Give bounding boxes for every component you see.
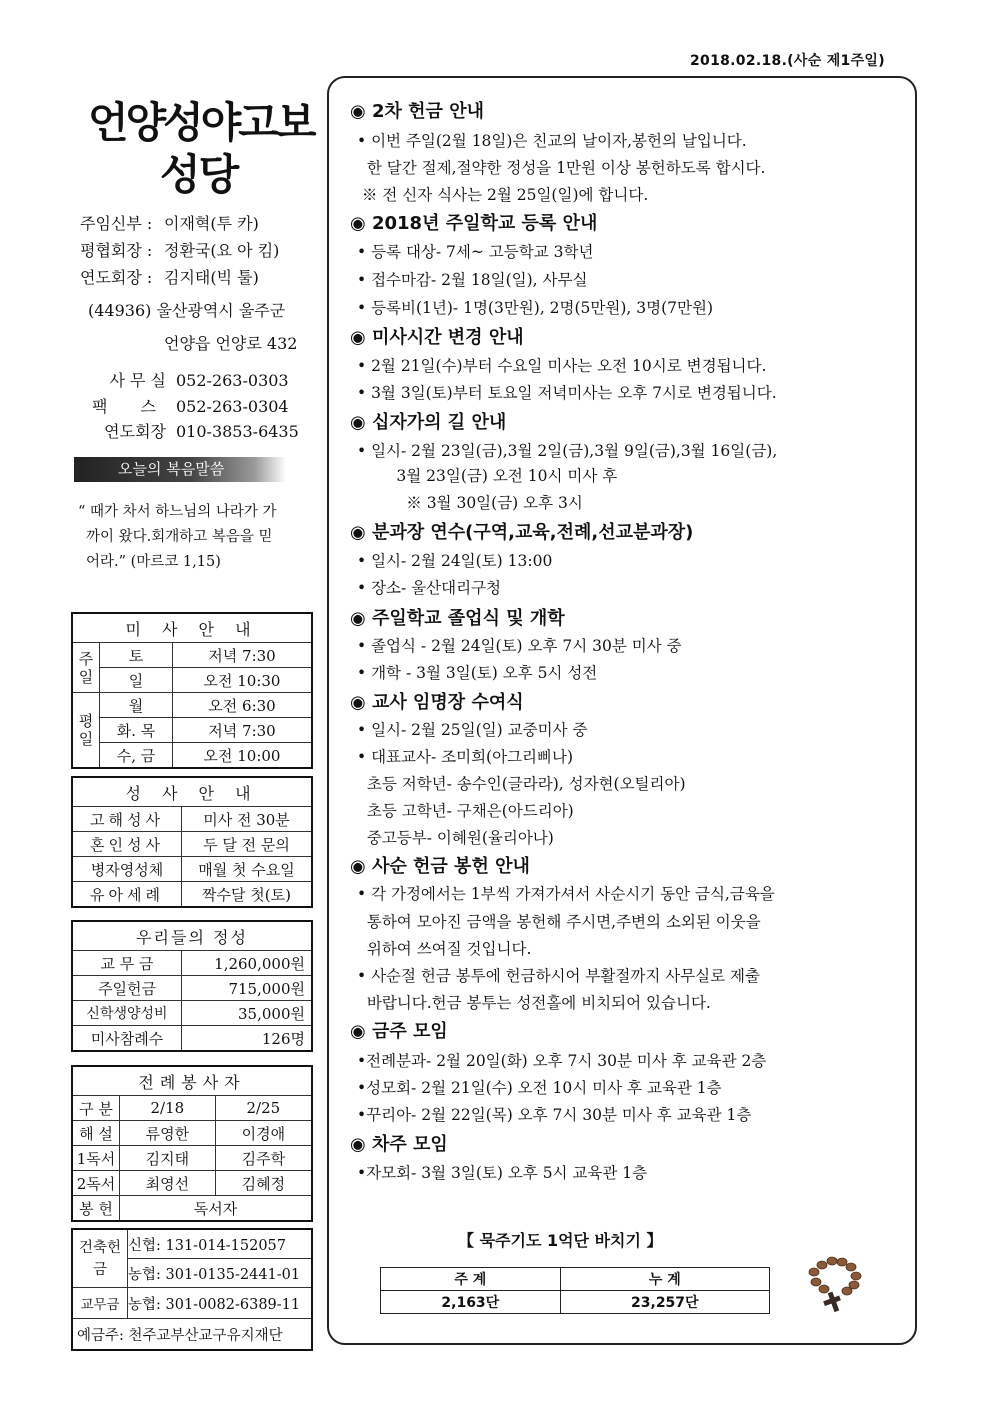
section-line: 중고등부- 이혜원(율리아나) [357,829,554,847]
staff-prayer: 연도회장 : 김지태(빅 툴) [80,268,259,287]
address-line2: 언양읍 언양로 432 [164,334,298,353]
section-line: •성모회- 2월 21일(수) 오전 10시 미사 후 교육관 1층 [357,1079,722,1097]
section-title: ◉ 2차 헌금 안내 [350,101,484,122]
section-line: • 접수마감- 2월 18일(일), 사무실 [357,271,588,289]
section-line: • 일시- 2월 23일(금),3월 2일(금),3월 9일(금),3월 16일(금), [357,442,778,460]
section-title: ◉ 주일학교 졸업식 및 개학 [350,608,565,629]
sacrament-table: 성 사 안 내 고해성사 미사 전 30분 혼인성사 두 달 전 문의 병자영성체 매월 첫 수요일 유아세례 짝수달 첫(토) [71,776,313,908]
section-line: 3월 23일(금) 오전 10시 미사 후 [357,467,618,485]
section-line: • 일시- 2월 25일(일) 교중미사 중 [357,721,588,739]
section-title: ◉ 금주 모임 [350,1021,448,1042]
gospel-heading: 오늘의 복음말씀 [74,457,286,482]
weekday-label: 평일 [72,693,100,769]
section-line: • 각 가정에서는 1부씩 가져가셔서 사순시기 동안 금식,금육을 [357,885,775,903]
section-line: 바랍니다.헌금 봉투는 성전홀에 비치되어 있습니다. [357,994,711,1012]
offering-table: 우리들의 정성 교 무 금 1,260,000원 주일헌금 715,000원 신학생양성비 35,000원 미사참례수 126명 [71,920,313,1052]
section-line: •꾸리아- 2월 22일(목) 오후 7시 30분 미사 후 교육관 1층 [357,1106,752,1124]
section-line: • 장소- 울산대리구청 [357,579,502,597]
rosary-icon [802,1252,864,1314]
mass-table-title: 미 사 안 내 [72,613,312,643]
section-title: ◉ 사순 헌금 봉헌 안내 [350,856,530,877]
section-line: • 3월 3일(토)부터 토요일 저녁미사는 오후 7시로 변경됩니다. [357,384,777,402]
rosary-title: 【 묵주기도 1억단 바치기 】 [458,1231,663,1250]
section-title: ◉ 교사 임명장 수여식 [350,692,524,713]
section-line: • 이번 주일(2월 18일)은 친교의 날이자,봉헌의 날입니다. [357,132,747,150]
parish-name-suffix: 성당 [160,150,238,199]
section-line: •자모회- 3월 3일(토) 오후 5시 교육관 1층 [357,1164,648,1182]
section-line: • 2월 21일(수)부터 수요일 미사는 오전 10시로 변경됩니다. [357,357,767,375]
section-line: • 사순절 헌금 봉투에 헌금하시어 부활절까지 사무실로 제출 [357,967,760,985]
address-line1: (44936) 울산광역시 울주군 [88,301,286,320]
section-line: 한 달간 절제,절약한 정성을 1만원 이상 봉헌하도록 합시다. [357,159,766,177]
section-line: 위하여 쓰여질 것입니다. [357,940,532,958]
staff-pastor: 주임신부 : 이재혁(투 카) [80,214,259,233]
section-line: • 개학 - 3월 3일(토) 오후 5시 성전 [357,664,598,682]
contact-office: 사 무 실 052-263-0303 [109,371,289,390]
section-line: • 대표교사- 조미희(아그리삐나) [357,748,574,766]
accounts-table: 건축헌금 신협: 131-014-152057 농협: 301-0135-2441-01 교무금 농협: 301-0082-6389-11 예금주: 천주교부산교구유지재단 [71,1228,313,1351]
section-line: 초등 고학년- 구채은(아드리아) [357,802,574,820]
section-line: • 일시- 2월 24일(토) 13:00 [357,552,553,570]
section-title: ◉ 분과장 연수(구역,교육,전례,선교분과장) [350,522,694,543]
contact-prayer: 연도회장 010-3853-6435 [104,422,299,441]
section-title: ◉ 미사시간 변경 안내 [350,327,524,348]
section-title: ◉ 2018년 주일학교 등록 안내 [350,213,598,234]
section-line: ※ 전 신자 식사는 2월 25일(일)에 합니다. [357,186,649,204]
parish-name: 언양성야고보 [88,98,314,147]
section-line: • 졸업식 - 2월 24일(토) 오후 7시 30분 미사 중 [357,637,682,655]
section-line: •전례분과- 2월 20일(화) 오후 7시 30분 미사 후 교육관 2층 [357,1052,767,1070]
section-line: ※ 3월 30일(금) 오후 3시 [357,494,583,512]
section-line: 초등 저학년- 송수인(글라라), 성자현(오틸리아) [357,775,686,793]
issue-date: 2018.02.18.(사순 제1주일) [690,53,885,69]
staff-council: 평협회장 : 정환국(요 아 킴) [80,241,280,260]
contact-fax: 팩 스 052-263-0304 [92,397,289,416]
rosary-table: 주 계 누 계 2,163단 23,257단 [380,1267,770,1314]
sunday-label: 주일 [72,643,100,693]
section-line: • 등록비(1년)- 1명(3만원), 2명(5만원), 3명(7만원) [357,299,713,317]
gospel-text: “ 때가 차서 하느님의 나라가 가 까이 왔다.회개하고 복음을 믿 어라.” (마르코 1,15) [78,504,277,570]
section-title: ◉ 차주 모임 [350,1134,448,1155]
section-line: • 등록 대상- 7세~ 고등학교 3학년 [357,243,594,261]
liturgy-table: 전례봉사자 구 분 2/18 2/25 해 설 류영한 이경애 1독서 김지태 김주학 2독서 최영선 김혜정 봉 헌 독서자 [71,1065,313,1222]
section-title: ◉ 십자가의 길 안내 [350,412,507,433]
mass-table: 미 사 안 내 주일 토 저녁 7:30 일 오전 10:30 평일 월 오전 6:30 화. 목 저녁 7:30 수, 금 오전 10:00 [71,612,313,769]
section-line: 통하여 모아진 금액을 봉헌해 주시면,주변의 소외된 이웃을 [357,913,761,931]
